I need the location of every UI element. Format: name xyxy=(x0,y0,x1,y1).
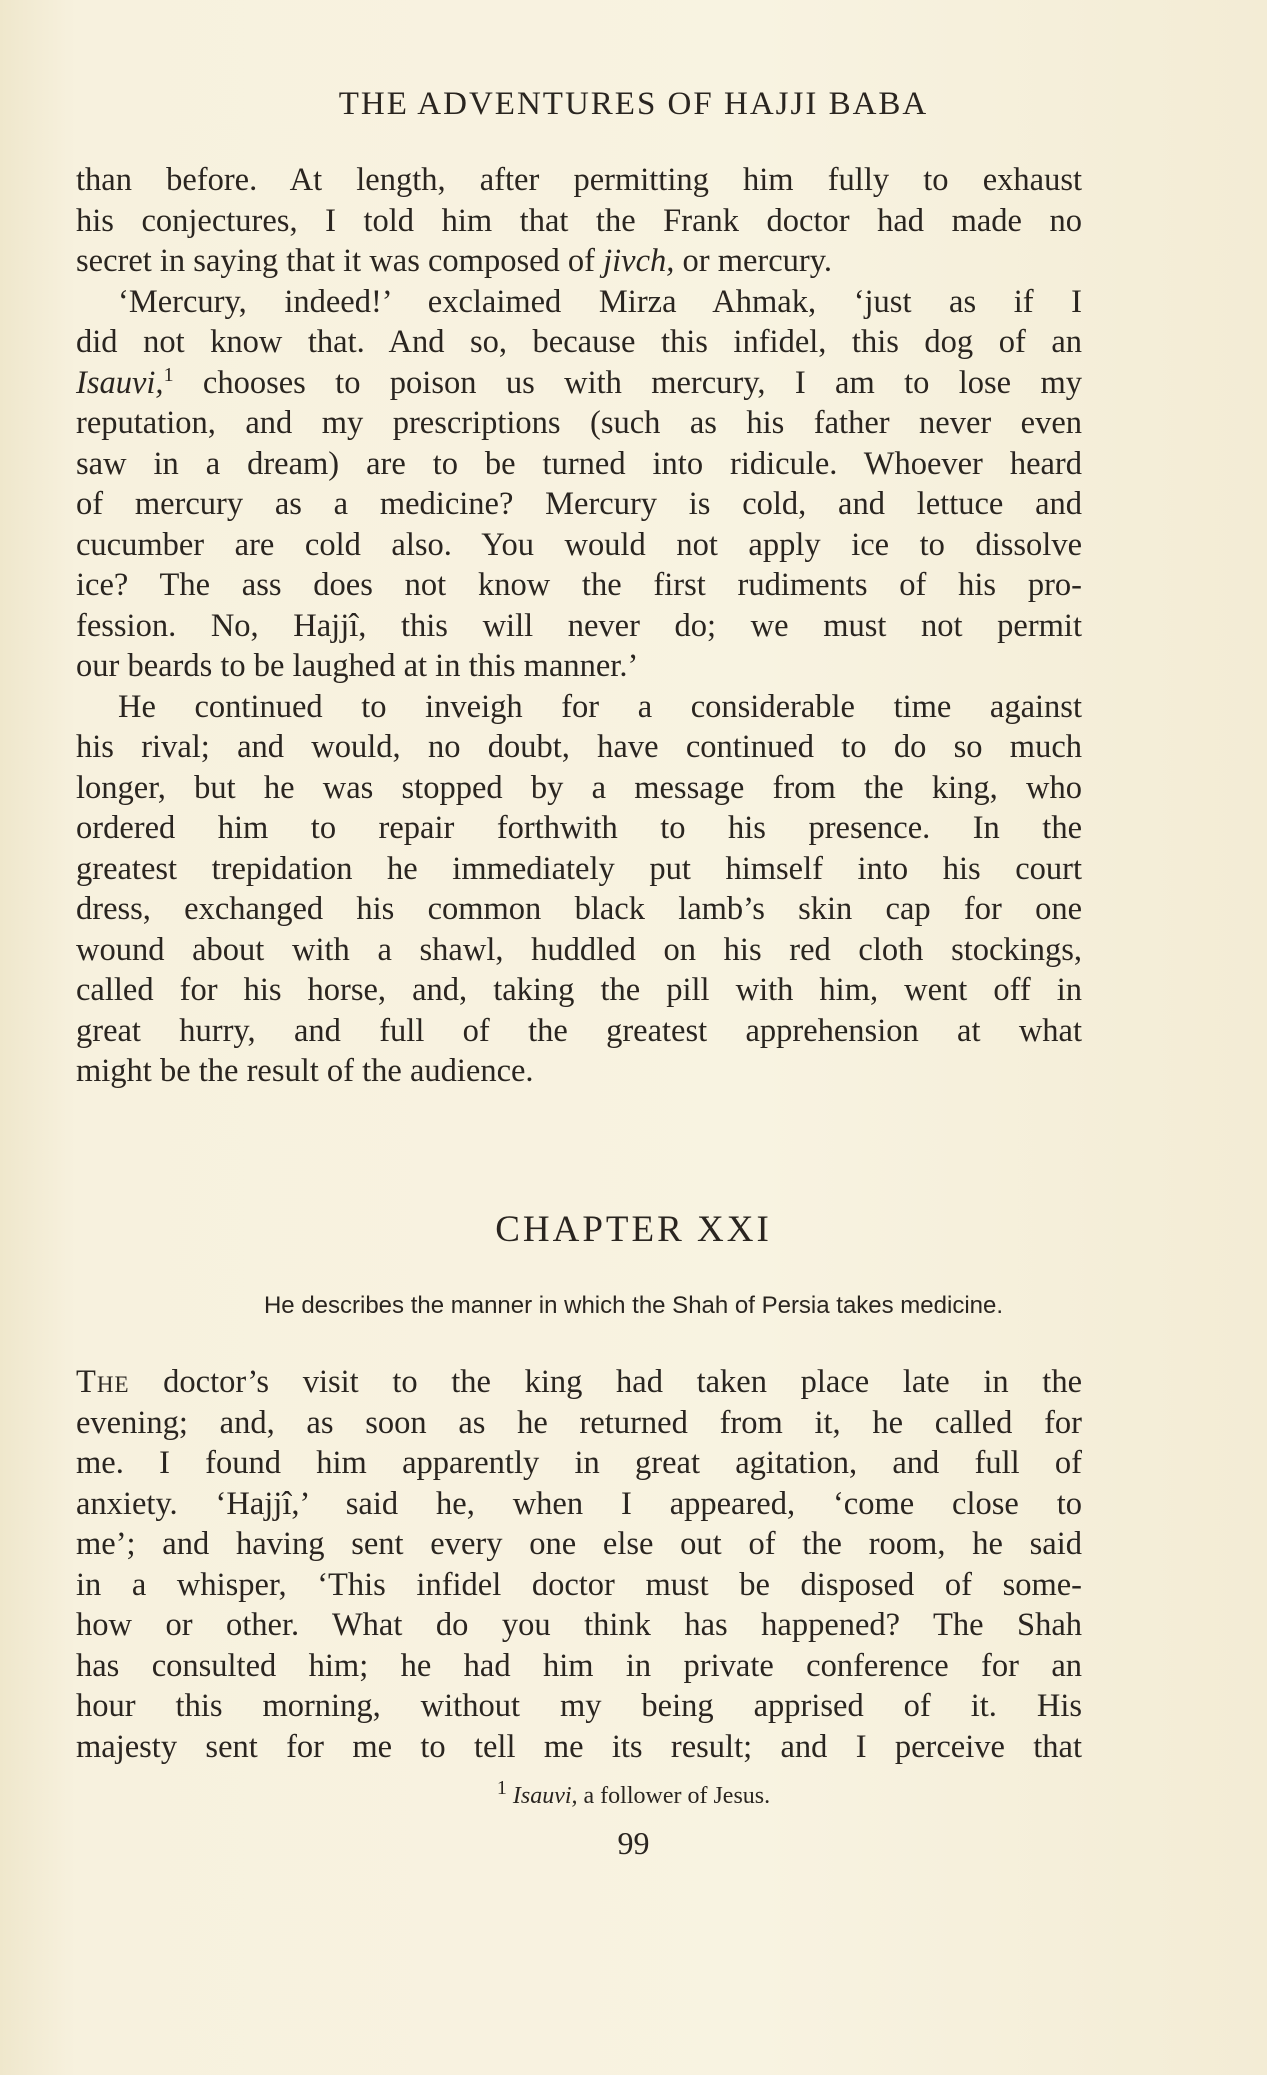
paragraph xyxy=(76,282,1082,687)
text-line: saw in a dream) are to be turned into ridicule. Whoever heard xyxy=(76,445,1082,482)
text-line: longer, but he was stopped by a message from the king, who xyxy=(76,769,1082,806)
text-line: his conjectures, I told him that the Frank doctor had made no xyxy=(76,202,1082,239)
text-line: reputation, and my prescriptions (such as his father never even xyxy=(76,405,1082,441)
text-line: hour this morning, without my being apprised of it. His xyxy=(76,1688,1082,1724)
text-line: our beards to be laughed at in this manner.’ xyxy=(76,648,639,684)
text-line: majesty sent for me to tell me its result; and I perceive that xyxy=(76,1728,1082,1765)
text-line: wound about with a shawl, huddled on his red cloth stockings, xyxy=(76,931,1082,968)
text-line: ordered him to repair forthwith to his presence. In the xyxy=(76,810,1082,846)
paragraph xyxy=(76,160,1082,282)
page-number: 99 xyxy=(617,1825,650,1861)
text-line: dress, exchanged his common black lamb’s skin cap for one xyxy=(76,891,1082,927)
text-line: anxiety. ‘Hajjî,’ said he, when I appeared, ‘come close to xyxy=(76,1485,1082,1522)
text-line: The doctor’s visit to the king had taken place late in the xyxy=(76,1364,1082,1400)
paragraph xyxy=(76,687,1082,1092)
text-line: has consulted him; he had him in private conference for an xyxy=(76,1647,1082,1684)
footnote: $^1$ Isauvi, a follower of Jesus. xyxy=(496,1777,771,1809)
text-line: called for his horse, and, taking the pill with him, went off in xyxy=(76,972,1082,1008)
text-line: great hurry, and full of the greatest apprehension at what xyxy=(76,1012,1082,1049)
text-line: evening; and, as soon as he returned from it, he called for xyxy=(76,1404,1082,1441)
text-line: ice? The ass does not know the first rudiments of his pro- xyxy=(76,567,1082,603)
text-line: than before. At length, after permitting him fully to exhaust xyxy=(76,162,1082,198)
body-text-bottom xyxy=(76,1362,1082,1767)
body-text-top xyxy=(76,160,1082,1092)
text-line: cucumber are cold also. You would not apply ice to dissolve xyxy=(76,526,1082,563)
text-line: might be the result of the audience. xyxy=(76,1053,534,1089)
paragraph xyxy=(76,1362,1082,1767)
text-line: greatest trepidation he immediately put himself into his court xyxy=(76,850,1082,887)
chapter-title: CHAPTER XXI xyxy=(495,1209,772,1250)
footnote-marker: 1 xyxy=(496,1777,507,1799)
text-line: secret in saying that it was composed of jivch, or mercury. xyxy=(76,243,833,279)
chapter-argument: He describes the manner in which the Shah of Persia takes medicine. xyxy=(263,1292,1004,1319)
text-line: his rival; and would, no doubt, have continued to do so much xyxy=(76,729,1082,765)
text-line: fession. No, Hajjî, this will never do; we must not permit xyxy=(76,607,1082,644)
text-line: ‘Mercury, indeed!’ exclaimed Mirza Ahmak, ‘just as if I xyxy=(118,283,1082,320)
text-line: He continued to inveigh for a considerable time against xyxy=(118,688,1082,725)
text-line: did not know that. And so, because this infidel, this dog of an xyxy=(76,324,1082,360)
italic-term: Isauvi, xyxy=(512,1783,578,1809)
text-line: me’; and having sent every one else out of the room, he said xyxy=(76,1526,1082,1562)
italic-term: Isauvi, xyxy=(76,364,164,401)
text-line: Isauvi,$^1$ chooses to poison us with mercury, I am to lose my xyxy=(76,363,1082,401)
small-caps-opening: The xyxy=(76,1364,130,1400)
footnote-reference[interactable]: 1 xyxy=(163,363,174,386)
italic-term: jivch, xyxy=(603,243,675,279)
text-line: me. I found him apparently in great agitation, and full of xyxy=(76,1445,1082,1481)
text-line: how or other. What do you think has happened? The Shah xyxy=(76,1607,1082,1643)
text-line: in a whisper, ‘This infidel doctor must be disposed of some- xyxy=(76,1566,1082,1603)
text-line: of mercury as a medicine? Mercury is cold, and lettuce and xyxy=(76,486,1082,522)
running-head: THE ADVENTURES OF HAJJI BABA xyxy=(338,86,929,122)
